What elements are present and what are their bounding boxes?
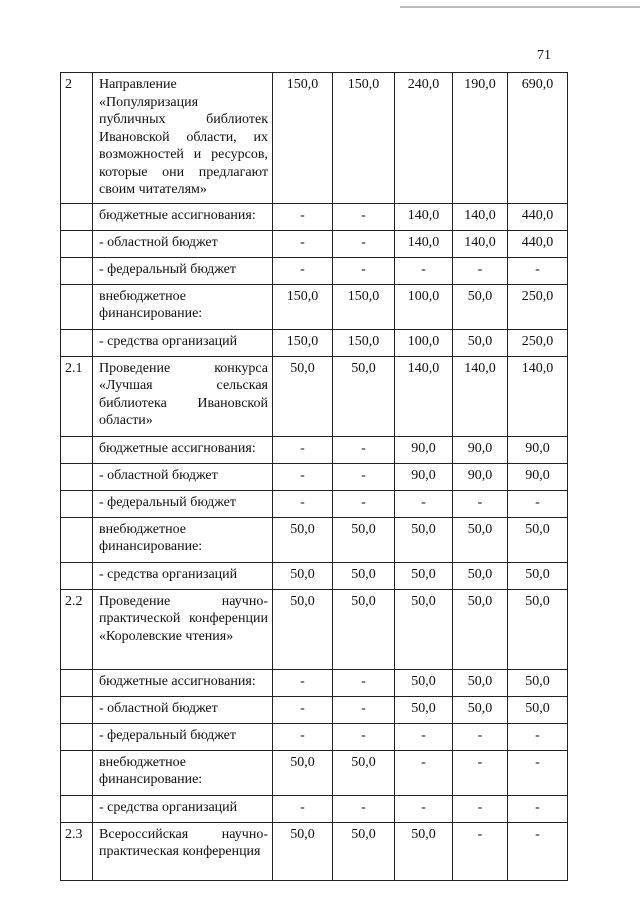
row-number-cell (61, 723, 93, 750)
value-cell: 50,0 (453, 284, 508, 329)
value-cell: - (333, 723, 395, 750)
row-name-cell (93, 463, 273, 490)
row-number-cell (61, 490, 93, 517)
value-cell: - (453, 257, 508, 284)
table-row (61, 463, 568, 490)
table-row (61, 795, 568, 822)
row-name-text: внебюджетное финансирование: (99, 521, 203, 554)
row-name-cell (93, 822, 273, 880)
value-cell: - (453, 822, 508, 880)
value-cell: 50,0 (395, 669, 453, 696)
row-number-cell (61, 750, 93, 795)
row-name-text: Всероссийская научно-практическая конференция (99, 826, 268, 859)
row-number-cell (61, 562, 93, 589)
value-cell: 150,0 (273, 329, 333, 356)
row-name-cell (93, 203, 273, 230)
value-cell: - (333, 436, 395, 463)
table-row (61, 517, 568, 562)
value-cell: - (273, 723, 333, 750)
row-number-cell (61, 463, 93, 490)
row-name-text: Проведение конкурса «Лучшая сельская библиотека Ивановской области» (99, 360, 268, 428)
value-cell: 50,0 (453, 517, 508, 562)
table-row (61, 589, 568, 669)
value-cell: 50,0 (395, 562, 453, 589)
value-cell: 250,0 (508, 284, 568, 329)
value-cell: - (453, 723, 508, 750)
row-name-text: - областной бюджет (99, 234, 218, 250)
row-name-text: бюджетные ассигнования: (99, 673, 256, 689)
value-cell: 90,0 (453, 463, 508, 490)
value-cell: 140,0 (453, 230, 508, 257)
value-cell: 50,0 (395, 696, 453, 723)
row-name-text: внебюджетное финансирование: (99, 754, 203, 787)
value-cell: 150,0 (333, 284, 395, 329)
value-cell: - (273, 436, 333, 463)
value-cell: - (273, 490, 333, 517)
row-name-cell (93, 284, 273, 329)
value-cell: - (333, 669, 395, 696)
value-cell: 50,0 (273, 562, 333, 589)
value-cell: 50,0 (395, 517, 453, 562)
table-row (61, 822, 568, 880)
row-number-cell (61, 669, 93, 696)
value-cell: 140,0 (453, 203, 508, 230)
value-cell: 90,0 (395, 463, 453, 490)
value-cell: - (273, 463, 333, 490)
row-name-text: Направление «Популяризация публичных библиотек Ивановской области, их возможностей и ресурсов, которые они предлагают своим читателям» (99, 77, 268, 197)
row-name-cell (93, 562, 273, 589)
value-cell: 90,0 (508, 463, 568, 490)
value-cell: 150,0 (333, 73, 395, 204)
row-name-cell (93, 750, 273, 795)
row-number-cell (61, 795, 93, 822)
value-cell: - (395, 795, 453, 822)
value-cell: 50,0 (453, 696, 508, 723)
value-cell: 50,0 (273, 517, 333, 562)
row-number-cell (61, 230, 93, 257)
table-row (61, 436, 568, 463)
value-cell: 50,0 (508, 589, 568, 669)
table-row (61, 257, 568, 284)
value-cell: - (273, 696, 333, 723)
table-row (61, 356, 568, 436)
value-cell: - (333, 463, 395, 490)
table-row (61, 284, 568, 329)
value-cell: 50,0 (333, 750, 395, 795)
value-cell: - (273, 203, 333, 230)
value-cell: 440,0 (508, 203, 568, 230)
row-name-cell (93, 795, 273, 822)
page-number: 71 (537, 48, 551, 63)
table-row (61, 696, 568, 723)
value-cell: 50,0 (395, 822, 453, 880)
value-cell: - (333, 230, 395, 257)
table-row (61, 230, 568, 257)
value-cell: - (273, 795, 333, 822)
row-name-cell (93, 329, 273, 356)
value-cell: 50,0 (508, 517, 568, 562)
value-cell: 150,0 (333, 329, 395, 356)
table-row (61, 490, 568, 517)
row-number-cell (61, 517, 93, 562)
row-name-text: - средства организаций (99, 333, 238, 349)
value-cell: 50,0 (508, 696, 568, 723)
row-name-cell (93, 356, 273, 436)
value-cell: - (395, 257, 453, 284)
value-cell: 50,0 (273, 822, 333, 880)
value-cell: - (395, 723, 453, 750)
value-cell: 50,0 (508, 669, 568, 696)
value-cell: - (508, 750, 568, 795)
value-cell: 50,0 (333, 517, 395, 562)
row-name-text: - федеральный бюджет (99, 494, 237, 510)
value-cell: 440,0 (508, 230, 568, 257)
row-name-text: - средства организаций (99, 566, 238, 582)
value-cell: 50,0 (333, 589, 395, 669)
row-name-text: - средства организаций (99, 799, 238, 815)
row-number-cell (61, 284, 93, 329)
row-number-cell: 2.1 (61, 356, 93, 436)
row-name-cell (93, 696, 273, 723)
value-cell: 690,0 (508, 73, 568, 204)
value-cell: 50,0 (453, 329, 508, 356)
value-cell: 140,0 (453, 356, 508, 436)
value-cell: 140,0 (395, 356, 453, 436)
value-cell: 100,0 (395, 284, 453, 329)
row-name-text: - областной бюджет (99, 700, 218, 716)
row-name-cell (93, 73, 273, 204)
value-cell: - (333, 257, 395, 284)
row-name-cell (93, 490, 273, 517)
scan-edge-line (400, 6, 640, 8)
value-cell: 90,0 (508, 436, 568, 463)
value-cell: 240,0 (395, 73, 453, 204)
value-cell: 100,0 (395, 329, 453, 356)
row-number-cell: 2.3 (61, 822, 93, 880)
row-number-cell (61, 436, 93, 463)
value-cell: 150,0 (273, 73, 333, 204)
value-cell: 50,0 (395, 589, 453, 669)
value-cell: 50,0 (273, 750, 333, 795)
row-name-cell (93, 257, 273, 284)
value-cell: 140,0 (508, 356, 568, 436)
value-cell: - (453, 795, 508, 822)
value-cell: - (508, 723, 568, 750)
row-number-cell (61, 203, 93, 230)
row-name-cell (93, 230, 273, 257)
value-cell: 150,0 (273, 284, 333, 329)
value-cell: 50,0 (508, 562, 568, 589)
value-cell: - (395, 490, 453, 517)
value-cell: - (333, 203, 395, 230)
value-cell: 250,0 (508, 329, 568, 356)
value-cell: 140,0 (395, 203, 453, 230)
row-number-cell (61, 696, 93, 723)
value-cell: - (508, 257, 568, 284)
value-cell: - (273, 257, 333, 284)
value-cell: 50,0 (453, 562, 508, 589)
row-number-cell: 2 (61, 73, 93, 204)
row-name-text: бюджетные ассигнования: (99, 440, 256, 456)
value-cell: 50,0 (273, 589, 333, 669)
row-name-cell (93, 723, 273, 750)
row-name-cell (93, 589, 273, 669)
value-cell: 50,0 (453, 669, 508, 696)
table-row (61, 203, 568, 230)
value-cell: 50,0 (333, 356, 395, 436)
value-cell: - (453, 490, 508, 517)
table-row (61, 73, 568, 204)
row-name-text: - областной бюджет (99, 467, 218, 483)
table-row (61, 669, 568, 696)
row-name-cell (93, 436, 273, 463)
row-name-text: бюджетные ассигнования: (99, 207, 256, 223)
value-cell: 50,0 (333, 822, 395, 880)
row-name-text: внебюджетное финансирование: (99, 288, 203, 321)
row-name-text: Проведение научно-практической конференции «Королевские чтения» (99, 593, 268, 644)
value-cell: 90,0 (395, 436, 453, 463)
table-row (61, 723, 568, 750)
value-cell: - (333, 795, 395, 822)
value-cell: - (273, 669, 333, 696)
budget-table (60, 72, 568, 881)
value-cell: - (395, 750, 453, 795)
value-cell: - (333, 696, 395, 723)
row-number-cell (61, 329, 93, 356)
value-cell: 140,0 (395, 230, 453, 257)
value-cell: - (508, 822, 568, 880)
value-cell: 190,0 (453, 73, 508, 204)
table-row (61, 329, 568, 356)
table-row (61, 750, 568, 795)
value-cell: - (273, 230, 333, 257)
value-cell: - (508, 490, 568, 517)
row-name-cell (93, 517, 273, 562)
row-name-text: - федеральный бюджет (99, 727, 237, 743)
value-cell: 90,0 (453, 436, 508, 463)
row-number-cell: 2.2 (61, 589, 93, 669)
value-cell: - (333, 490, 395, 517)
value-cell: 50,0 (333, 562, 395, 589)
row-name-cell (93, 669, 273, 696)
value-cell: 50,0 (273, 356, 333, 436)
table-row (61, 562, 568, 589)
value-cell: - (453, 750, 508, 795)
row-name-text: - федеральный бюджет (99, 261, 237, 277)
row-number-cell (61, 257, 93, 284)
value-cell: 50,0 (453, 589, 508, 669)
value-cell: - (508, 795, 568, 822)
